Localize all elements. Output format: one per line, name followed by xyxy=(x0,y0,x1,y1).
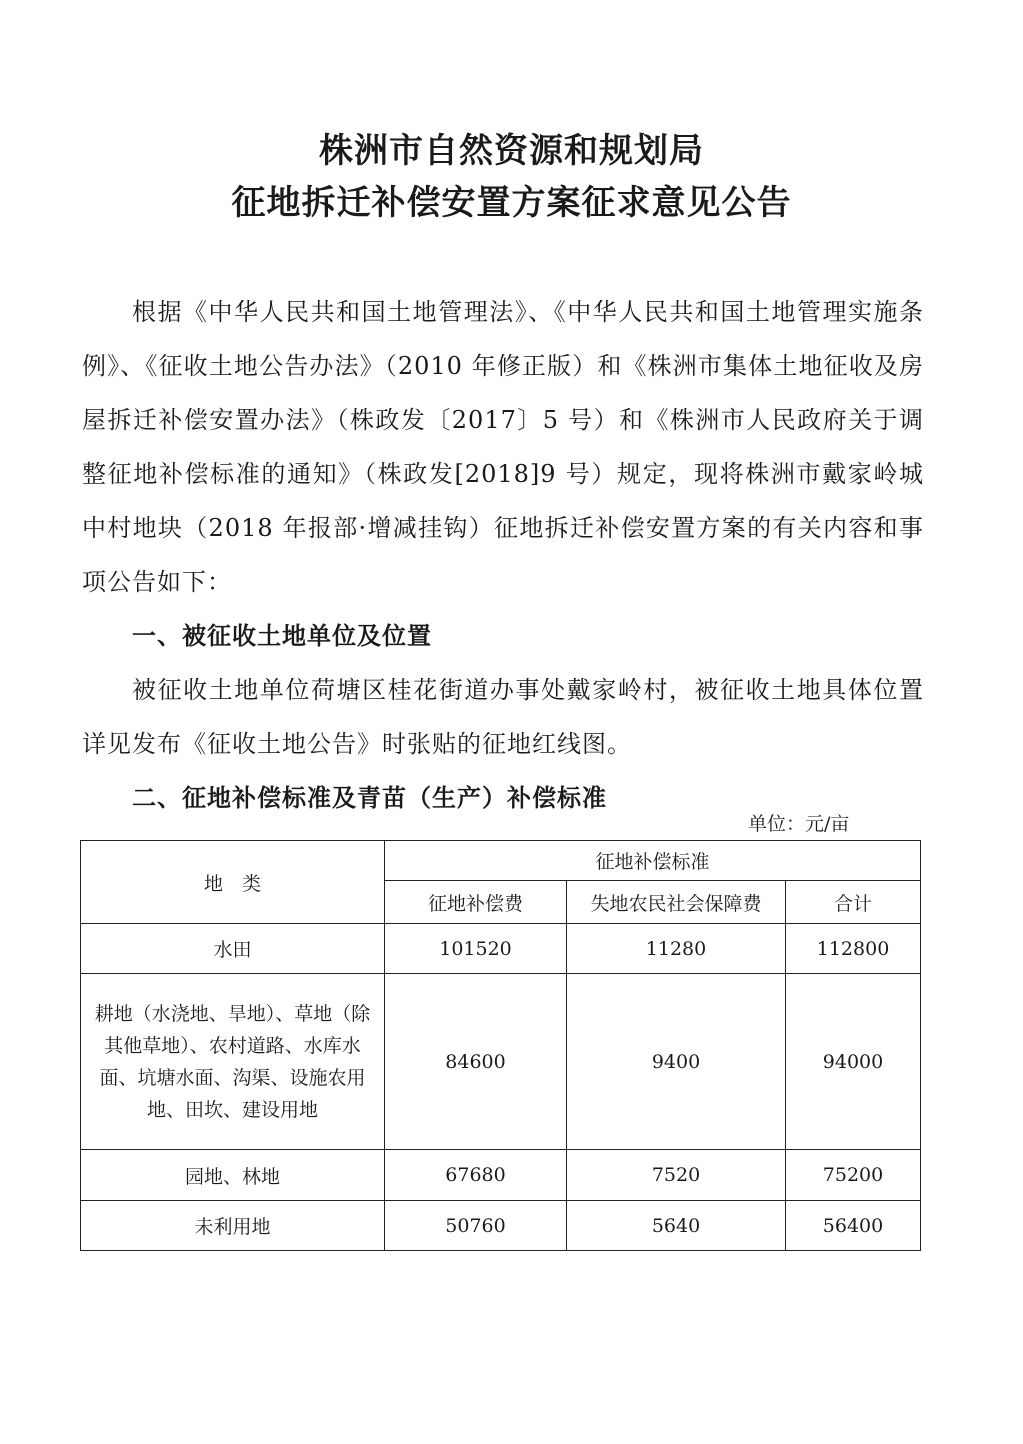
header-land-type: 地 类 xyxy=(81,841,385,924)
cell-land-type: 未利用地 xyxy=(81,1201,385,1251)
unit-label: 单位：元/亩 xyxy=(748,813,850,835)
table-row xyxy=(81,1150,921,1201)
section1-paragraph: 被征收土地单位荷塘区桂花街道办事处戴家岭村，被征收土地具体位置详见发布《征收土地公告》时张贴的征地红线图。 xyxy=(82,676,924,758)
cell-fee: 101520 xyxy=(385,924,567,974)
cell-security: 5640 xyxy=(567,1201,786,1251)
table-header-row xyxy=(81,841,921,881)
cell-security: 7520 xyxy=(567,1150,786,1201)
cell-security: 9400 xyxy=(567,974,786,1150)
cell-total: 75200 xyxy=(786,1150,921,1201)
cell-fee: 50760 xyxy=(385,1201,567,1251)
cell-fee: 67680 xyxy=(385,1150,567,1201)
cell-land-type: 园地、林地 xyxy=(81,1150,385,1201)
cell-fee: 84600 xyxy=(385,974,567,1150)
section1-heading: 一、被征收土地单位及位置 xyxy=(132,622,432,650)
header-security: 失地农民社会保障费 xyxy=(567,881,786,924)
cell-land-type: 耕地（水浇地、旱地）、草地（除其他草地）、农村道路、水库水面、坑塘水面、沟渠、设施农用地、田坎、建设用地 xyxy=(81,974,385,1150)
document-body xyxy=(82,285,924,825)
cell-security: 11280 xyxy=(567,924,786,974)
header-fee: 征地补偿费 xyxy=(385,881,567,924)
header-group: 征地补偿标准 xyxy=(385,841,921,881)
table-row xyxy=(81,974,921,1150)
cell-total: 112800 xyxy=(786,924,921,974)
cell-total: 56400 xyxy=(786,1201,921,1251)
compensation-table xyxy=(80,840,921,1251)
header-total: 合计 xyxy=(786,881,921,924)
table-row xyxy=(81,1201,921,1251)
section2-heading: 二、征地补偿标准及青苗（生产）补偿标准 xyxy=(132,784,607,812)
table-row xyxy=(81,924,921,974)
cell-total: 94000 xyxy=(786,974,921,1150)
document-title-line1: 株洲市自然资源和规划局 xyxy=(319,131,704,171)
intro-paragraph: 根据《中华人民共和国土地管理法》、《中华人民共和国土地管理实施条例》、《征收土地公告办法》（2010 年修正版）和《株洲市集体土地征收及房屋拆迁补偿安置办法》（株政发〔2017〕5 号）和《株洲市人民政府关于调整征地补偿标准的通知》（株政发[2018]9 号）规定，现将株洲市戴家岭城中村地块（2018 年报部·增减挂钩）征地拆迁补偿安置方案的有关内容和事项公告如下： xyxy=(82,298,924,596)
document-title-line2: 征地拆迁补偿安置方案征求意见公告 xyxy=(231,183,792,223)
cell-land-type: 水田 xyxy=(81,924,385,974)
